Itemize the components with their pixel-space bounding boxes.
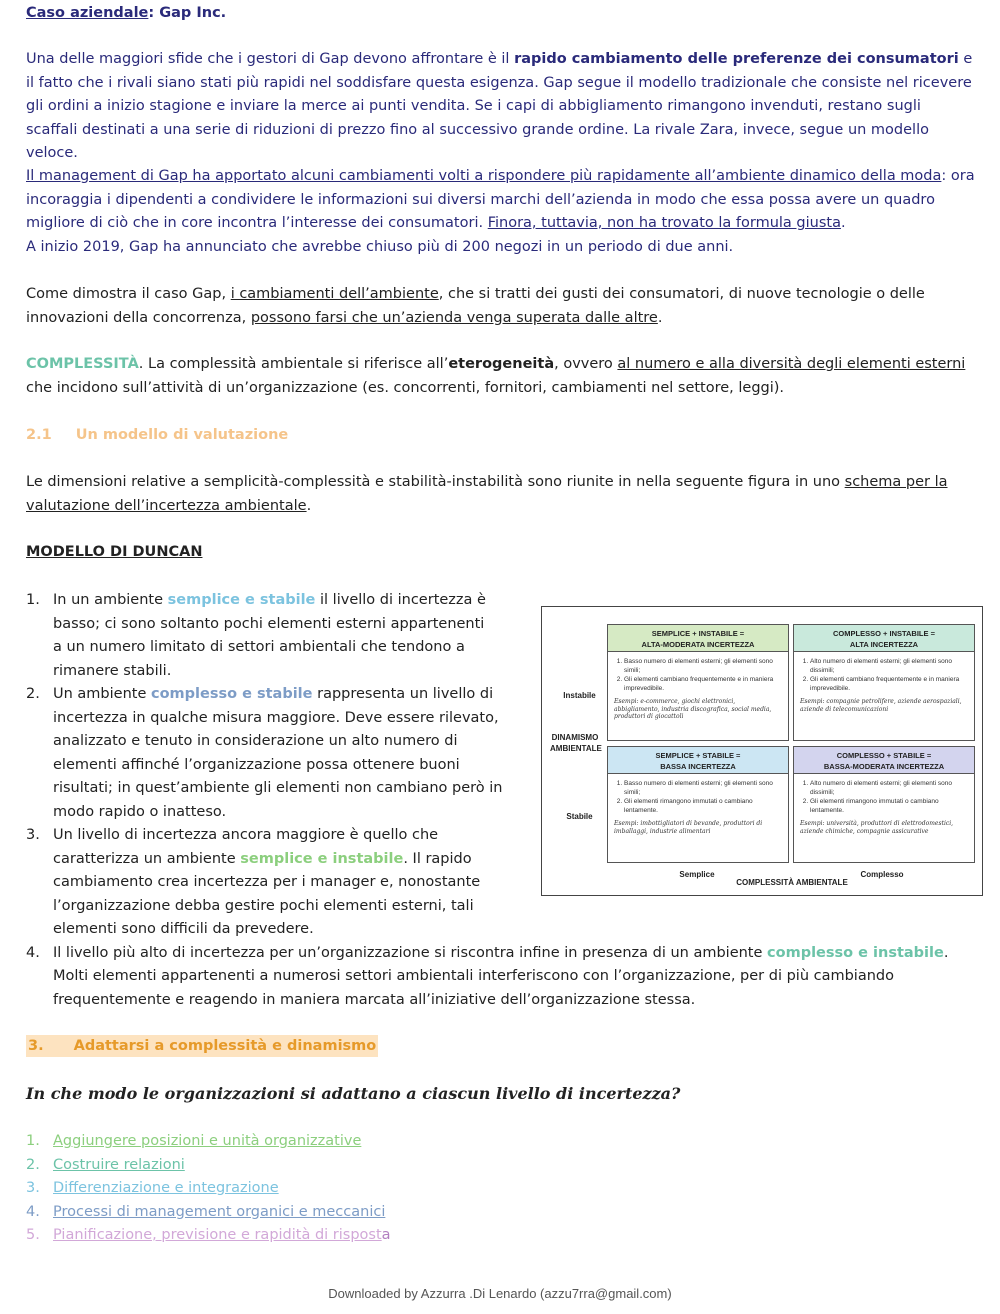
link-text[interactable]: Costruire relazioni [53,1156,185,1173]
text: Le dimensioni relative a semplicità-complessità e stabilità-instabilità sono riunite in nella seguente figura in uno [26,474,845,490]
underlined-text: Il management di Gap ha apportato alcuni cambiamenti volti a rispondere più rapidamente all’ambiente dinamico della moda [26,168,942,184]
text: , ovvero [554,356,618,372]
section-number: 3. [28,1038,44,1054]
quadrant-item: 2. Gli elementi rimangono immutati o cambiano lentamente. [810,798,970,815]
section-title: Adattarsi a complessità e dinamismo [73,1038,377,1054]
text: , che si tratti dei gusti dei consumatori, di nuove tecnologie o delle innovazioni della concorrenza, [26,286,925,326]
case-company: : Gap Inc. [148,5,227,21]
bold-text: rapido cambiamento delle preferenze dei consumatori [514,51,959,67]
quadrant-item: 1. Alto numero di elementi esterni; gli elementi sono dissimili; [810,780,970,797]
underlined-text: Finora, tuttavia, non ha trovato la formula giusta [487,215,841,231]
list-item [26,1224,391,1248]
quadrant-simple-unstable [607,624,789,741]
quadrant-item: 2. Gli elementi cambiano frequentemente e in maniera imprevedibile. [810,676,970,693]
quadrant-complex-unstable [793,624,975,741]
list-number: 1. [26,592,40,608]
change-paragraph [26,283,976,330]
download-footer: Downloaded by Azzurra .Di Lenardo (azzu7rra@gmail.com) [328,1286,672,1301]
case-paragraph-1 [26,48,976,166]
text: Una delle maggiori sfide che i gestori di Gap devono affrontare è il [26,51,515,67]
quadrant-item: 1. Basso numero di elementi esterni; gli elementi sono simili; [624,658,784,675]
quadrant-subtitle: ALTA-MODERATA INCERTEZZA [641,640,755,649]
quadrant-item: 1. Basso numero di elementi esterni; gli elementi sono simili; [624,780,784,797]
quadrant-title: COMPLESSO + INSTABILE = [833,629,935,638]
case-paragraph-2 [26,165,976,236]
row-label-stable: Stabile [566,812,593,821]
text: il livello di incertezza è basso; ci sono soltanto pochi elementi esterni appartenenti a un numero limitato di settori ambientali che tendono a rimanere stabili. [53,592,486,679]
text: Un ambiente [53,686,151,702]
duncan-title: MODELLO DI DUNCAN [26,544,203,560]
underlined-text: schema per la valutazione dell’incertezza ambientale [26,474,948,514]
list-item [26,589,496,683]
complexity-label: COMPLESSITÀ [26,356,139,372]
underlined-text: i cambiamenti dell’ambiente [230,286,439,302]
text: Come dimostra il caso Gap, [26,286,231,302]
list-number: 2. [26,1156,40,1173]
link-text[interactable]: Processi di management organici e meccanici [53,1203,386,1220]
highlight-text: complesso e instabile [767,944,944,961]
col-label-simple: Semplice [679,870,715,879]
quadrant-examples: Esempi: e-commerce, giochi elettronici, abbigliamento, industria discografica, social media, produttori di giocattoli [614,698,772,720]
quadrant-examples: Esempi: università, produttori di elettrodomestici, aziende chimiche, compagnie assicurative [800,820,954,835]
quadrant-title: SEMPLICE + STABILE = [655,751,741,760]
link-text[interactable]: Differenziazione e integrazione [53,1180,279,1196]
section-highlight [26,1035,378,1057]
case-heading [26,2,226,26]
text: a [381,1227,391,1243]
highlight-text: complesso e stabile [150,686,313,702]
text: Un livello di incertezza ancora maggiore è quello che caratterizza un ambiente [53,827,439,867]
text: e il fatto che i rivali siano stati più rapidi nel soddisfare questa esigenza. Gap segue il modello tradizionale che consiste nel ricevere gli ordini a inizio stagione e inviare la merce ai punti vendita. Se i capi di abbigliamento rimangono invenduti, restano sugli scaffali destinati a una serie di riduzioni di prezzo fino al successivo grande ordine. La rivale Zara, invece, segue un modello veloce. [26,51,973,161]
list-number: 3. [26,1180,40,1196]
quadrant-subtitle: BASSA-MODERATA INCERTEZZA [823,762,945,771]
quadrant-subtitle: ALTA INCERTEZZA [849,640,919,649]
duncan-model-figure [541,606,983,896]
list-item [26,824,496,942]
text: . [657,309,663,326]
quadrant-item: 1. Alto numero di elementi esterni; gli elementi sono dissimili; [810,658,970,675]
list-number: 3. [26,827,40,843]
complexity-paragraph [26,353,976,400]
text: . [306,497,312,514]
highlight-text: semplice e stabile [167,592,316,608]
row-label-unstable: Instabile [563,691,596,700]
link-text[interactable]: Aggiungere posizioni e unità organizzative [53,1133,362,1149]
text: Il livello più alto di incertezza per un’organizzazione si riscontra infine in presenza di un ambiente [53,944,768,961]
quadrant-item: 2. Gli elementi rimangono immutati o cambiano lentamente. [624,798,784,815]
list-item [26,683,503,824]
row-axis-label: DINAMISMO AMBIENTALE [550,733,602,753]
dimensions-paragraph [26,471,976,518]
highlight-text: semplice e instabile [240,850,404,867]
text: . Molti elementi appartenenti a numerosi settori ambientali interferiscono con l’organizzazione, per di più cambiando frequentemente e reagendo in maniera marcata all’iniziative dell’organizzazione stessa. [53,944,949,1008]
section-2-1-heading [26,424,288,448]
bold-text: eterogeneità [448,356,555,372]
adapt-list [26,1130,391,1248]
list-number: 4. [26,1203,40,1220]
text: rappresenta un livello di incertezza in qualche misura maggiore. Deve essere rilevato, analizzato e tenuto in considerazione un alto numero di elementi affinché l’organizzazione possa ottenere buoni risultati; in quest’ambiente gli elementi non cambiano però in modo rapido o inatteso. [53,686,503,820]
quadrant-examples: Esempi: compagnie petrolifere, aziende aerospaziali, aziende di telecomunicazioni [800,698,962,713]
list-number: 1. [26,1133,40,1149]
list-number: 2. [26,686,40,702]
text: In un ambiente [53,592,168,608]
case-paragraph-3: A inizio 2019, Gap ha annunciato che avrebbe chiuso più di 200 negozi in un periodo di due anni. [26,239,734,255]
text: : ora incoraggia i dipendenti a condividere le informazioni sui diversi marchi dell’azienda in modo che essa possa avere un quadro migliore di ciò che in core incontra l’interesse dei consumatori. [26,168,975,231]
list-item [26,1130,391,1154]
case-label: Caso aziendale [26,5,149,21]
link-text[interactable]: Pianificazione, previsione e rapidità di rispost [53,1227,382,1243]
text: che incidono sull’attività di un’organizzazione (es. concorrenti, fornitori, cambiamenti nel settore, leggi). [26,379,785,396]
list-number: 5. [26,1227,40,1243]
quadrant-examples: Esempi: imbottigliatori di bevande, produttori di imballaggi, industrie alimentari [614,820,763,835]
text: . La complessità ambientale si riferisce all’ [138,356,449,372]
quadrant-title: SEMPLICE + INSTABILE = [651,629,745,638]
list-item [26,1154,391,1178]
list-number: 4. [26,944,40,961]
col-axis-label: COMPLESSITÀ AMBIENTALE [736,878,848,887]
list-item [26,942,976,1013]
quadrant-simple-stable [607,746,789,863]
question-heading: In che modo le organizzazioni si adattano a ciascun livello di incertezza? [26,1084,681,1103]
section-number: 2.1 [26,427,52,443]
quadrant-subtitle: BASSA INCERTEZZA [660,762,736,771]
list-item [26,1177,391,1201]
underlined-text: al numero e alla diversità degli elementi esterni [617,356,966,372]
quadrant-item: 2. Gli elementi cambiano frequentemente e in maniera imprevedibile. [624,676,784,693]
underlined-text: possono farsi che un’azienda venga superata dalle altre [250,309,658,326]
col-label-complex: Complesso [860,870,904,879]
quadrant-complex-stable [793,746,975,863]
list-item [26,1201,391,1225]
section-3-heading [26,1035,378,1057]
text: . Il rapido cambiamento crea incertezza per i manager e, nonostante l’organizzazione debba gestire pochi elementi esterni, tali elementi sono difficili da prevedere. [53,850,481,937]
section-title: Un modello di valutazione [75,427,289,443]
text: . [840,215,846,231]
quadrant-title: COMPLESSO + STABILE = [836,751,932,760]
